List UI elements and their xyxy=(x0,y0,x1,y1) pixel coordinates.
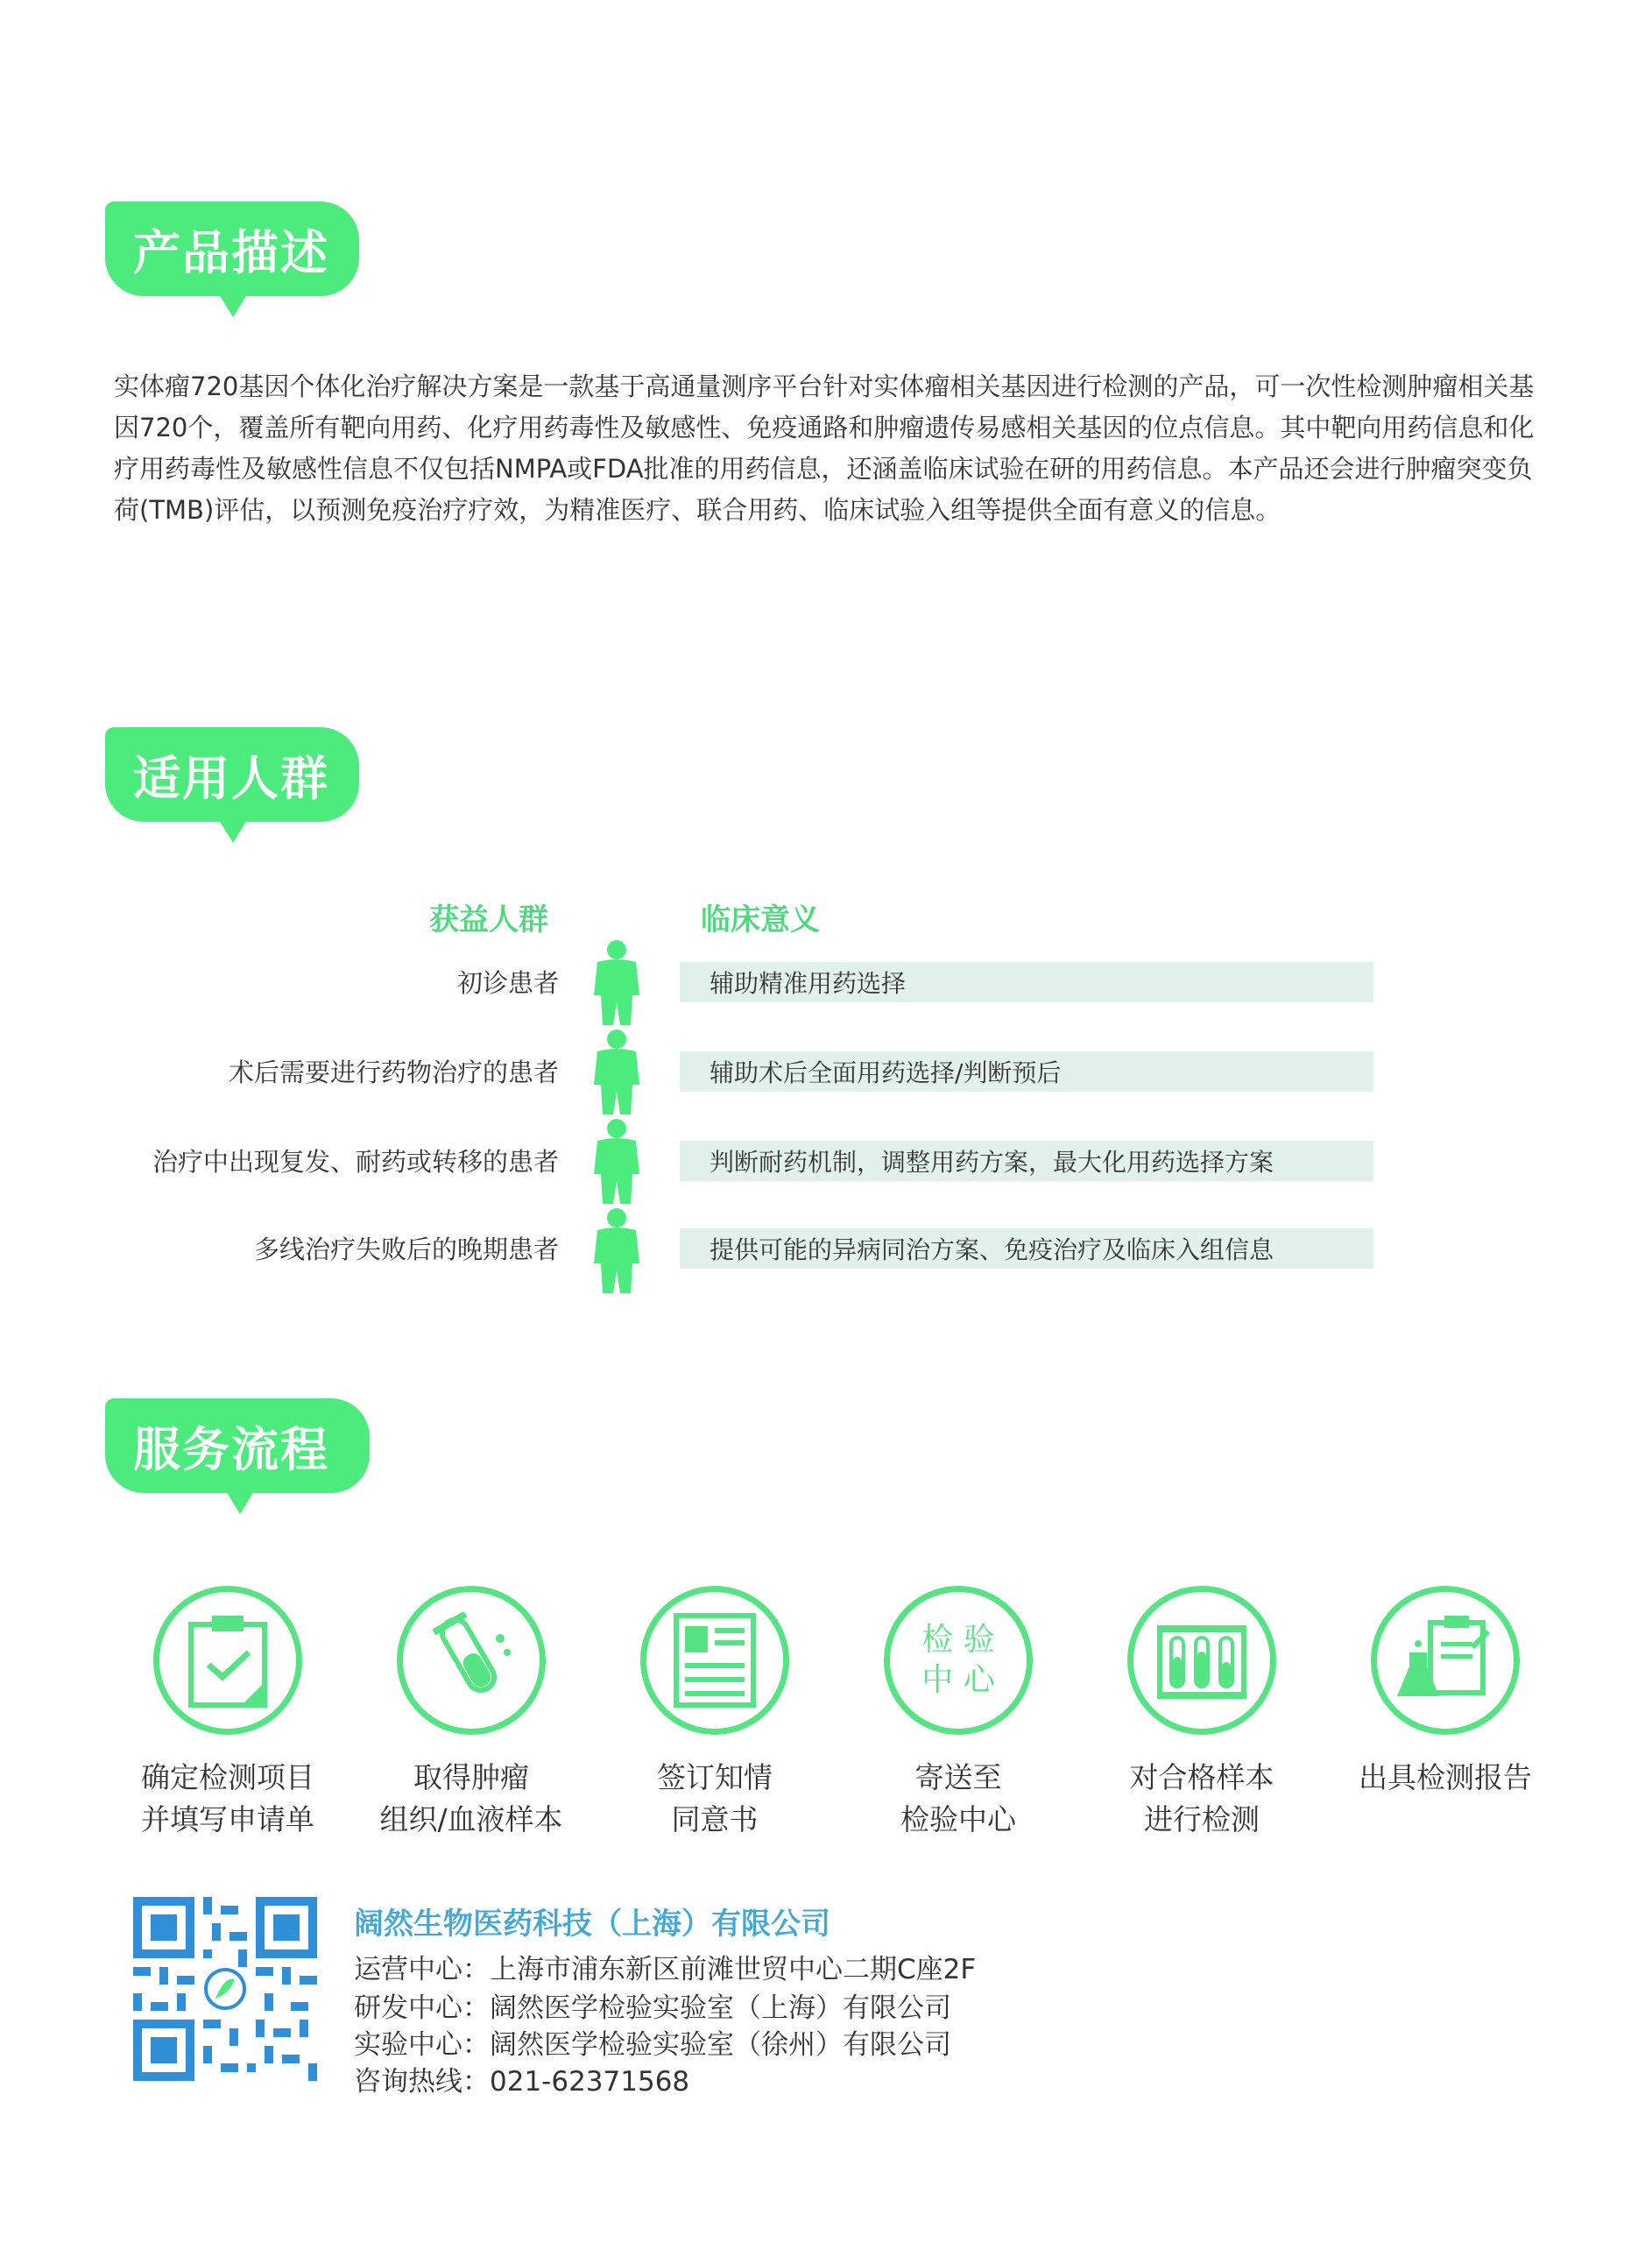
step-circle xyxy=(1371,1586,1520,1735)
step-label: 寄送至 检验中心 xyxy=(900,1760,1016,1836)
population-group-label: 术后需要进行药物治疗的患者 xyxy=(228,1058,559,1087)
company-info-line: 咨询热线：021-62371568 xyxy=(354,2066,690,2098)
company-info-line: 实验中心：阔然医学检验实验室（徐州）有限公司 xyxy=(354,2029,951,2061)
person-icon xyxy=(592,1207,641,1295)
test-tube-rack-icon xyxy=(1154,1617,1250,1704)
consent-form-icon xyxy=(671,1612,759,1709)
column-header-clinical-significance: 临床意义 xyxy=(701,902,820,938)
clinical-meaning-bar: 判断耐药机制，调整用药方案，最大化用药选择方案 xyxy=(680,1141,1373,1181)
step-label: 对合格样本 进行检测 xyxy=(1129,1760,1274,1836)
section-title-population: 适用人群 xyxy=(133,750,329,806)
person-icon xyxy=(592,939,641,1027)
column-header-beneficiaries: 获益人群 xyxy=(429,902,548,938)
step-circle xyxy=(397,1586,546,1735)
product-description: 实体瘤720基因个体化治疗解决方案是一款基于高通量测序平台针对实体瘤相关基因进行检测的产品，可一次性检测肿瘤相关基因720个，覆盖所有靶向用药、化疗用药毒性及敏感性、免疫通路和肿瘤遗传易感相关基因的位点信息。其中靶向用药信息和化疗用药毒性及敏感性信息不仅包括NMPA或FDA批准的用药信息，还涵盖临床试验在研的用药信息。本产品还会进行肿瘤突变负荷(TMB)评估，以预测免疫治疗疗效，为精准医疗、联合用药、临床试验入组等提供全面有意义的信息。 xyxy=(114,371,1535,525)
company-info-line: 运营中心：上海市浦东新区前滩世贸中心二期C座2F xyxy=(354,1954,977,1985)
step-circle xyxy=(153,1586,302,1735)
badge-pointer xyxy=(219,820,247,843)
qr-code xyxy=(133,1897,317,2081)
test-tube-icon xyxy=(423,1612,519,1709)
step-label: 签订知情 同意书 xyxy=(657,1760,773,1836)
person-icon xyxy=(592,1118,641,1206)
clinical-meaning-bar: 辅助精准用药选择 xyxy=(680,962,1373,1002)
badge-pointer xyxy=(226,1491,254,1514)
clinical-meaning-bar: 提供可能的异病同治方案、免疫治疗及临床入组信息 xyxy=(680,1228,1373,1269)
report-flask-icon xyxy=(1397,1612,1493,1709)
clipboard-check-icon xyxy=(184,1612,272,1709)
section-badge-process xyxy=(105,1398,370,1493)
step-circle xyxy=(640,1586,789,1735)
company-name: 阔然生物医药科技（上海）有限公司 xyxy=(354,1907,830,1942)
section-title-process: 服务流程 xyxy=(133,1421,329,1477)
company-info-line: 研发中心：阔然医学检验实验室（上海）有限公司 xyxy=(354,1992,951,2024)
population-group-label: 初诊患者 xyxy=(456,968,559,998)
clinical-meaning-bar: 辅助术后全面用药选择/判断预后 xyxy=(680,1051,1373,1092)
population-group-label: 治疗中出现复发、耐药或转移的患者 xyxy=(152,1147,559,1177)
section-title-description: 产品描述 xyxy=(133,224,329,280)
step-label: 确定检测项目 并填写申请单 xyxy=(141,1760,314,1836)
population-group-label: 多线治疗失败后的晚期患者 xyxy=(253,1235,559,1264)
section-badge-population xyxy=(105,727,359,822)
person-icon xyxy=(592,1029,641,1116)
step-label: 取得肿瘤 组织/血液样本 xyxy=(379,1760,563,1836)
badge-pointer xyxy=(219,294,247,317)
step-label: 出具检测报告 xyxy=(1359,1760,1532,1794)
step-circle xyxy=(1127,1586,1276,1735)
section-badge-description xyxy=(105,202,359,296)
lab-center-icon: 检 验 中 心 xyxy=(884,1586,1033,1735)
